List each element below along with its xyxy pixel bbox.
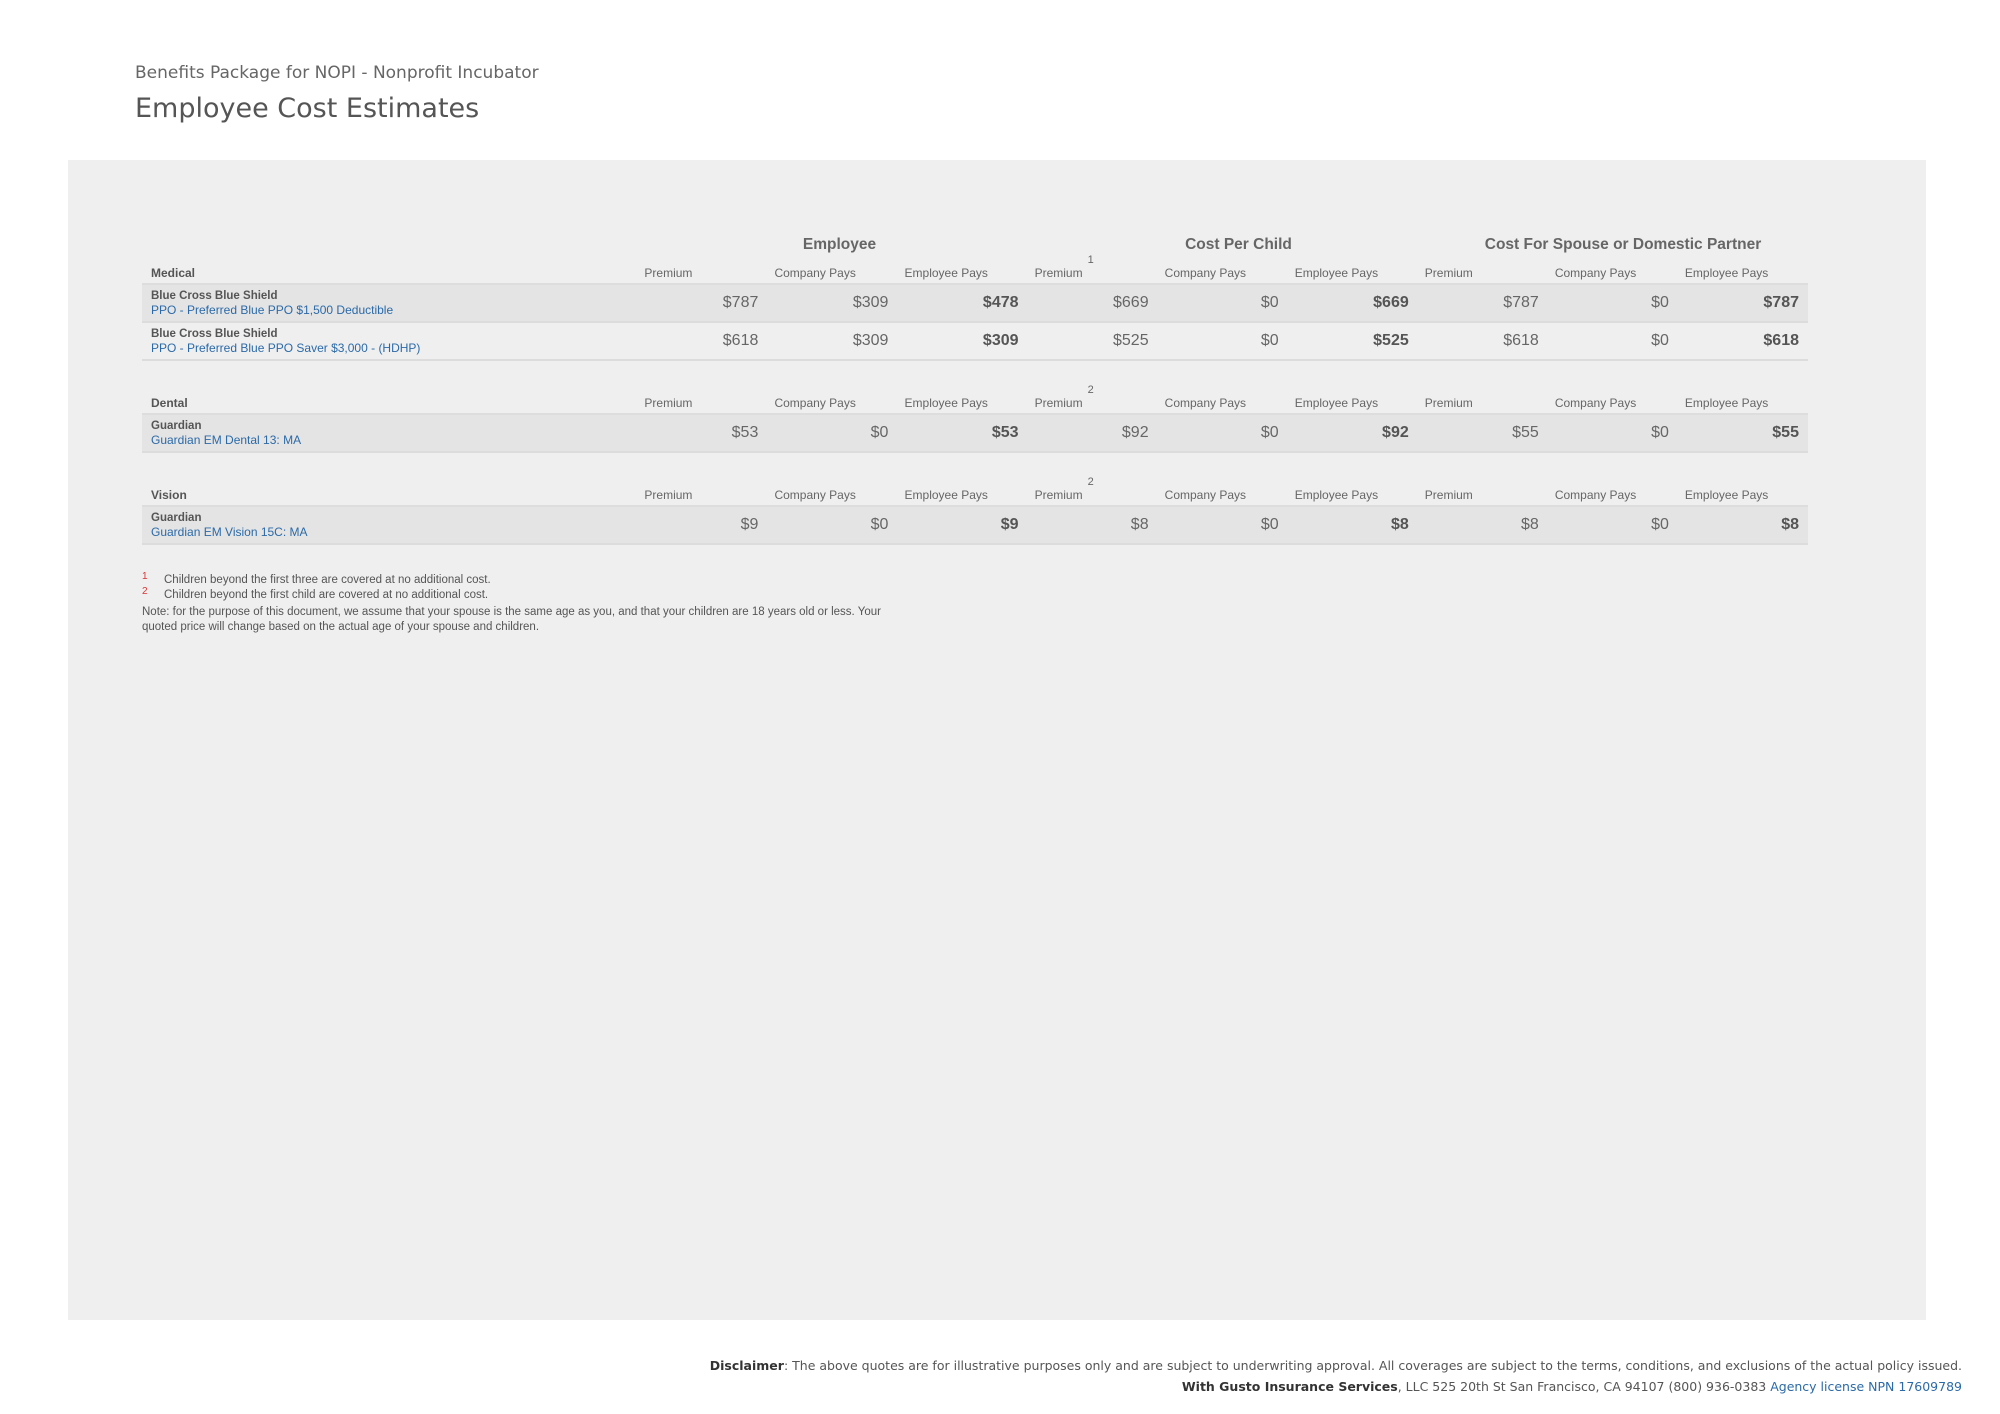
document-subtitle: Benefits Package for NOPI - Nonprofit Incubator — [135, 63, 539, 83]
table-row — [142, 323, 1808, 361]
cost-cell-company: $0 — [870, 516, 889, 533]
column-header-label: Employee Pays — [1684, 396, 1769, 410]
footnote-2 — [142, 588, 1808, 603]
cost-cell-employee: $669 — [1373, 294, 1409, 311]
section-spacer — [142, 361, 1808, 388]
column-header-label: Employee Pays — [1684, 266, 1769, 280]
column-header-label: Premium — [1424, 396, 1473, 410]
age-assumption-note: Note: for the purpose of this document, we assume that your spouse is the same age as you, and that your children are 18 years old or less. Your quoted price will change based on the actual age of your spouse and children. — [142, 606, 881, 633]
cost-cell-employee: $478 — [982, 294, 1019, 311]
column-header-premium — [1418, 396, 1548, 410]
group-header-child: Cost Per Child — [1185, 236, 1292, 253]
column-header-employee — [898, 396, 1028, 410]
group-header-spouse: Cost For Spouse or Domestic Partner — [1484, 236, 1762, 253]
plan-name-link[interactable]: Guardian EM Vision 15C: MA — [151, 524, 308, 539]
column-header-premium — [1028, 254, 1158, 280]
cost-cell-company: $0 — [1260, 516, 1279, 533]
cost-cell-premium: $525 — [1113, 332, 1149, 349]
carrier-name: Guardian — [151, 511, 202, 524]
column-header-label: Employee Pays — [1294, 396, 1379, 410]
plan-cell — [142, 289, 637, 318]
agency-license-link[interactable]: Agency license NPN 17609789 — [1770, 1379, 1962, 1394]
table-row — [142, 285, 1808, 323]
column-header-premium — [637, 266, 767, 280]
column-header-label: Employee Pays — [1294, 488, 1379, 502]
column-header-employee — [1288, 396, 1418, 410]
group-header-employee: Employee — [802, 236, 877, 253]
column-header-employee — [1288, 488, 1418, 502]
disclaimer — [710, 1355, 1962, 1376]
column-header-label: Premium — [1034, 396, 1083, 410]
column-header-label: Premium — [644, 266, 693, 280]
section-vision — [142, 453, 1808, 545]
cost-cell-company: $0 — [870, 424, 889, 441]
cost-cell-employee: $309 — [982, 332, 1019, 349]
column-header-premium — [1418, 488, 1548, 502]
column-header-label: Company Pays — [1164, 488, 1247, 502]
cost-cell-company: $0 — [1651, 424, 1669, 441]
plan-cell — [142, 419, 637, 448]
column-header-company — [767, 396, 897, 410]
company-name: With Gusto Insurance Services — [1181, 1379, 1398, 1394]
section-label: Vision — [151, 488, 187, 502]
cost-cell-employee: $53 — [991, 424, 1019, 441]
carrier-name: Blue Cross Blue Shield — [151, 289, 278, 302]
disclaimer-label: Disclaimer — [709, 1358, 784, 1373]
child-footnote-ref: 2 — [1087, 476, 1094, 488]
column-header-label: Employee Pays — [904, 396, 988, 410]
column-header-premium — [637, 488, 767, 502]
section-header-row — [142, 384, 1808, 415]
company-line — [710, 1376, 1962, 1397]
cost-cell-premium: $787 — [722, 294, 759, 311]
cost-cell-premium: $787 — [1503, 294, 1539, 311]
column-header-label: Premium — [644, 396, 693, 410]
table-row — [142, 507, 1808, 545]
plan-cell — [142, 511, 637, 540]
column-header-label: Employee Pays — [904, 266, 988, 280]
section-label: Dental — [151, 396, 188, 410]
table-row — [142, 415, 1808, 453]
cost-cell-company: $309 — [852, 332, 889, 349]
column-header-employee — [898, 488, 1028, 502]
column-header-label: Premium — [1424, 488, 1473, 502]
column-header-label: Premium — [644, 488, 693, 502]
footnote-mark: 1 — [142, 571, 148, 582]
footnote-mark: 2 — [142, 586, 148, 597]
cost-cell-company: $0 — [1260, 294, 1279, 311]
column-header-label: Premium — [1034, 266, 1083, 280]
cost-table — [142, 230, 1808, 635]
section-medical — [142, 254, 1808, 361]
column-header-employee — [1678, 266, 1808, 280]
column-header-employee — [898, 266, 1028, 280]
column-header-company — [1158, 488, 1288, 502]
child-footnote-ref: 2 — [1087, 384, 1094, 396]
cost-cell-employee: $92 — [1382, 424, 1409, 441]
column-header-company — [1548, 266, 1678, 280]
column-header-label: Company Pays — [774, 488, 856, 502]
cost-cell-employee: $9 — [1000, 516, 1019, 533]
footnote-text: Children beyond the first three are covered at no additional cost. — [164, 574, 491, 586]
disclaimer-text: : The above quotes are for illustrative purposes only and are subject to underwriting approval. All coverages are subject to the terms, conditions, and exclusions of the actual policy issued. — [783, 1358, 1962, 1373]
column-header-premium — [1028, 384, 1158, 410]
plan-cell — [142, 327, 637, 356]
column-header-label: Employee Pays — [1684, 488, 1769, 502]
cost-cell-employee: $525 — [1373, 332, 1409, 349]
cost-cell-company: $0 — [1651, 294, 1669, 311]
cost-cell-company: $309 — [852, 294, 889, 311]
cost-cell-premium: $8 — [1521, 516, 1539, 533]
column-header-label: Premium — [1034, 488, 1083, 502]
company-address: , LLC 525 20th St San Francisco, CA 94107 (800) 936-0383 — [1397, 1379, 1771, 1394]
cost-cell-premium: $618 — [722, 332, 759, 349]
column-header-label: Company Pays — [774, 396, 856, 410]
cost-cell-premium: $618 — [1503, 332, 1539, 349]
column-header-label: Employee Pays — [904, 488, 988, 502]
column-header-premium — [1418, 266, 1548, 280]
cost-cell-company: $0 — [1651, 332, 1669, 349]
plan-name-link[interactable]: PPO - Preferred Blue PPO Saver $3,000 - (HDHP) — [151, 340, 421, 355]
section-spacer — [142, 453, 1808, 480]
column-header-company — [1548, 396, 1678, 410]
footer — [710, 1355, 1962, 1397]
notes — [142, 573, 1808, 635]
column-header-label: Employee Pays — [1294, 266, 1379, 280]
column-header-employee — [1288, 266, 1418, 280]
cost-cell-premium: $669 — [1113, 294, 1149, 311]
column-header-premium — [637, 396, 767, 410]
cost-cell-premium: $55 — [1512, 424, 1539, 441]
carrier-name: Guardian — [151, 419, 202, 432]
cost-cell-employee: $8 — [1781, 516, 1799, 533]
cost-cell-employee: $8 — [1390, 516, 1409, 533]
cost-cell-company: $0 — [1651, 516, 1669, 533]
column-header-employee — [1678, 396, 1808, 410]
section-header-row — [142, 254, 1808, 285]
section-dental — [142, 361, 1808, 453]
child-footnote-ref: 1 — [1087, 254, 1094, 266]
footnote-1 — [142, 573, 1808, 588]
plan-name-link[interactable]: Guardian EM Dental 13: MA — [151, 432, 302, 447]
column-header-label: Company Pays — [774, 266, 856, 280]
footnote-text: Children beyond the first child are covered at no additional cost. — [164, 589, 489, 601]
section-header-row — [142, 476, 1808, 507]
column-header-label: Company Pays — [1164, 396, 1247, 410]
column-header-label: Company Pays — [1554, 488, 1637, 502]
group-header-row — [142, 230, 1808, 258]
column-header-company — [1158, 266, 1288, 280]
column-header-employee — [1678, 488, 1808, 502]
section-label: Medical — [151, 266, 196, 280]
carrier-name: Blue Cross Blue Shield — [151, 327, 278, 340]
column-header-label: Company Pays — [1164, 266, 1247, 280]
cost-cell-premium: $9 — [740, 516, 759, 533]
cost-cell-premium: $8 — [1130, 516, 1149, 533]
column-header-label: Company Pays — [1554, 396, 1637, 410]
column-header-premium — [1028, 476, 1158, 502]
column-header-company — [1158, 396, 1288, 410]
cost-cell-employee: $55 — [1772, 424, 1799, 441]
cost-cell-employee: $787 — [1763, 294, 1799, 311]
column-header-company — [1548, 488, 1678, 502]
column-header-label: Company Pays — [1554, 266, 1637, 280]
cost-cell-premium: $53 — [731, 424, 759, 441]
cost-cell-company: $0 — [1260, 424, 1279, 441]
column-header-company — [767, 488, 897, 502]
cost-cell-company: $0 — [1260, 332, 1279, 349]
cost-cell-employee: $618 — [1763, 332, 1799, 349]
column-header-label: Premium — [1424, 266, 1473, 280]
plan-name-link[interactable]: PPO - Preferred Blue PPO $1,500 Deductible — [151, 302, 394, 317]
column-header-company — [767, 266, 897, 280]
cost-cell-premium: $92 — [1121, 424, 1149, 441]
page-title: Employee Cost Estimates — [135, 93, 480, 124]
